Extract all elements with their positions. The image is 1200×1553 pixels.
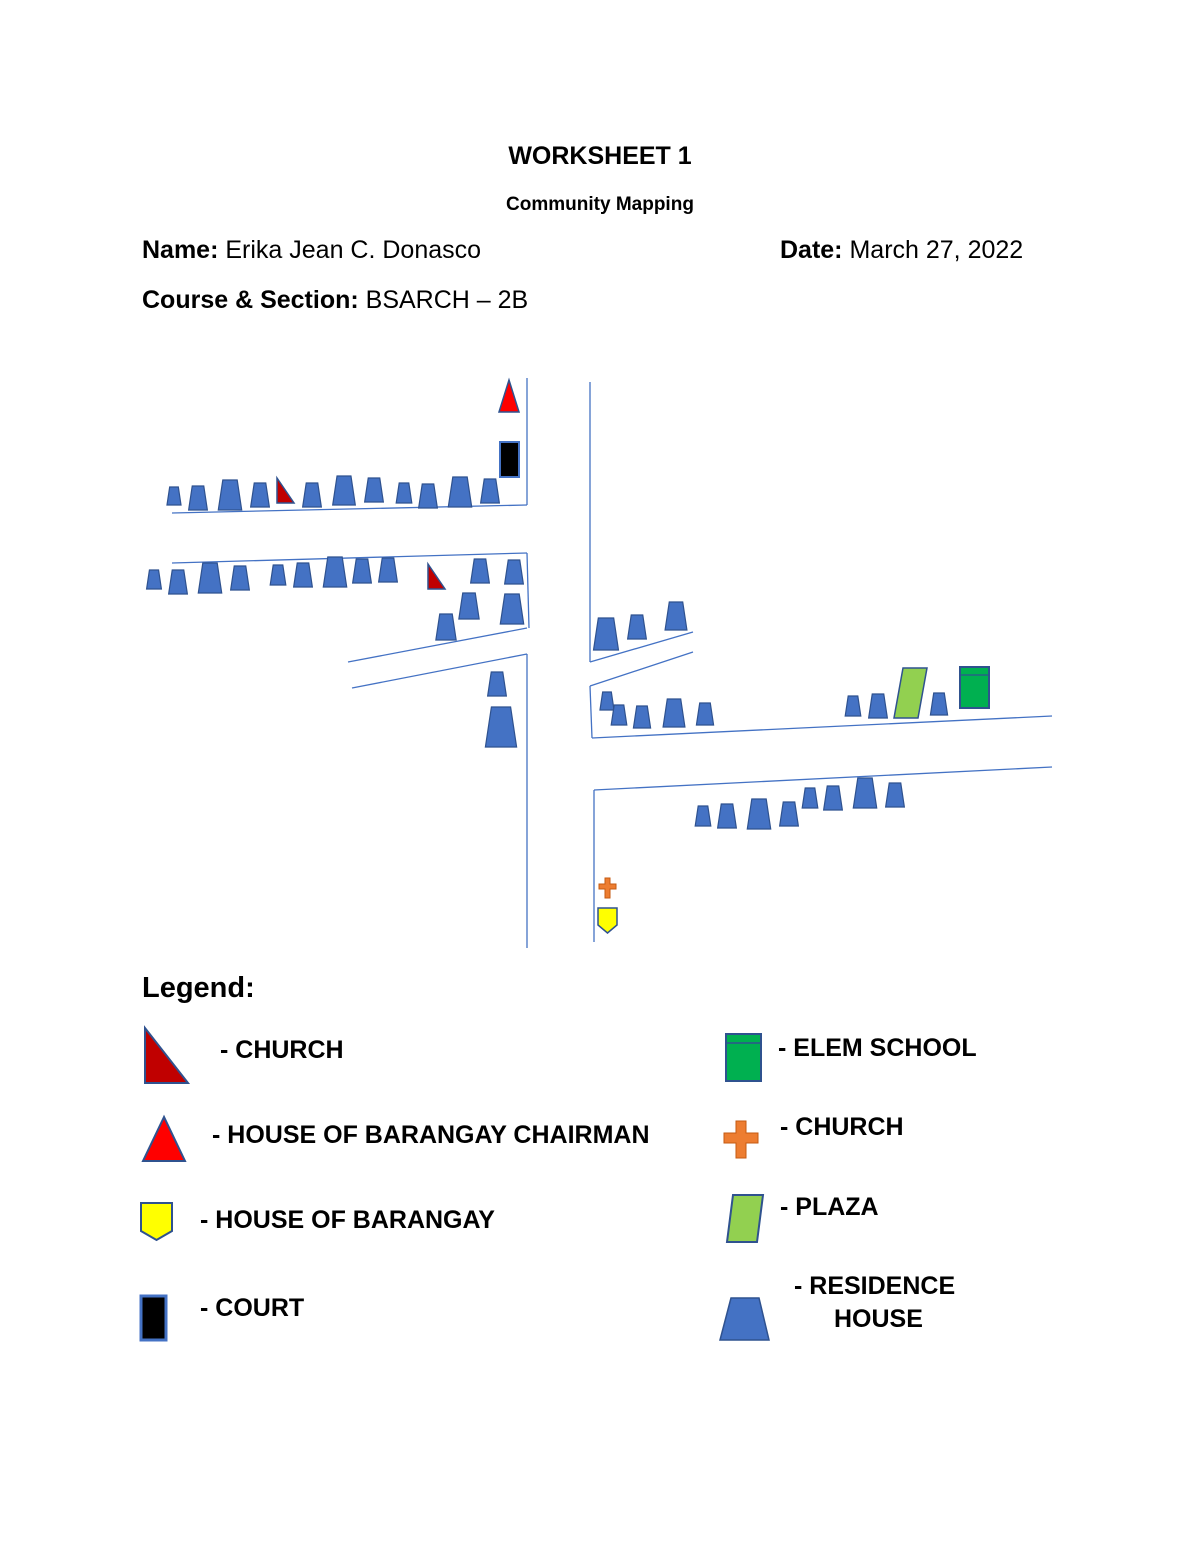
residence-icon	[628, 615, 647, 639]
residence-icon	[251, 483, 270, 507]
legend-chairman-label: - HOUSE OF BARANGAY CHAIRMAN	[212, 1121, 650, 1149]
residence-icon	[353, 559, 372, 583]
barangay-house-icon	[141, 1203, 172, 1240]
worksheet-subtitle: Community Mapping	[506, 194, 694, 215]
residence-icon	[488, 672, 507, 696]
residence-icon	[663, 699, 685, 727]
residence-icon	[323, 557, 346, 587]
church-icon	[145, 1028, 188, 1083]
residence-icon	[780, 802, 799, 826]
residence-icon	[720, 1298, 769, 1340]
residence-icon	[665, 602, 687, 630]
chairman-house-icon	[143, 1117, 185, 1161]
legend-title: Legend:	[142, 972, 255, 1004]
residence-icon	[448, 477, 471, 507]
residence-icon	[633, 706, 650, 728]
residence-icon	[436, 614, 456, 640]
map-landmarks	[277, 380, 989, 933]
residence-icon	[198, 563, 221, 593]
school-icon	[726, 1034, 761, 1081]
residence-icon	[189, 486, 208, 510]
legend-school-label: - ELEM SCHOOL	[778, 1034, 977, 1062]
residence-icon	[294, 563, 313, 587]
residence-icon	[853, 778, 876, 808]
legend-cross-church-label: - CHURCH	[780, 1113, 904, 1141]
residence-icon	[379, 558, 398, 582]
legend-residence-label: - RESIDENCE	[794, 1272, 956, 1300]
residence-houses	[147, 476, 948, 829]
residence-icon	[930, 693, 947, 715]
residence-icon	[695, 806, 711, 826]
church-icon	[277, 478, 294, 503]
date-value: March 27, 2022	[849, 236, 1024, 264]
road-network	[172, 378, 1052, 948]
residence-icon	[169, 570, 188, 594]
residence-icon	[611, 705, 627, 725]
church-icon	[428, 564, 445, 589]
cross-icon	[724, 1121, 758, 1158]
name-value: Erika Jean C. Donasco	[225, 236, 482, 264]
course-value: BSARCH – 2B	[365, 286, 529, 314]
residence-icon	[600, 692, 614, 710]
residence-icon	[845, 696, 861, 716]
road-line	[590, 686, 592, 738]
residence-icon	[419, 484, 438, 508]
residence-icon	[303, 483, 322, 507]
residence-icon	[747, 799, 770, 829]
residence-icon	[231, 566, 250, 590]
residence-icon	[147, 570, 162, 589]
course-label: Course & Section:	[142, 286, 359, 314]
plaza-icon	[894, 668, 927, 718]
residence-icon	[471, 559, 490, 583]
worksheet-title: WORKSHEET 1	[508, 142, 692, 170]
legend-barangay-label: - HOUSE OF BARANGAY	[200, 1206, 495, 1234]
legend-court-label: - COURT	[200, 1294, 305, 1322]
residence-icon	[333, 476, 356, 505]
barangay-house-icon	[598, 908, 617, 933]
residence-icon	[481, 479, 500, 503]
residence-icon	[718, 804, 737, 828]
road-line	[527, 553, 529, 628]
residence-icon	[459, 593, 479, 619]
residence-icon	[886, 783, 905, 807]
legend-church-label: - CHURCH	[220, 1036, 344, 1064]
residence-icon	[365, 478, 384, 502]
residence-icon	[802, 788, 818, 808]
residence-icon	[396, 483, 412, 503]
court-icon	[500, 442, 519, 477]
residence-icon	[485, 707, 516, 747]
residence-icon	[869, 694, 888, 718]
residence-icon	[167, 487, 181, 505]
school-icon	[960, 667, 989, 708]
cross-icon	[599, 878, 616, 898]
legend-residence-label-2: HOUSE	[834, 1305, 923, 1333]
legend-plaza-label: - PLAZA	[780, 1193, 879, 1221]
residence-icon	[594, 618, 619, 650]
road-line	[592, 716, 1052, 738]
residence-icon	[505, 560, 524, 584]
name-label: Name:	[142, 236, 219, 264]
road-line	[594, 767, 1052, 790]
chairman-house-icon	[499, 380, 519, 412]
residence-icon	[696, 703, 713, 725]
residence-icon	[500, 594, 523, 624]
court-icon	[141, 1296, 166, 1340]
plaza-icon	[727, 1195, 763, 1242]
residence-icon	[824, 786, 843, 810]
date-label: Date:	[780, 236, 843, 264]
residence-icon	[218, 480, 241, 510]
residence-icon	[270, 565, 286, 585]
